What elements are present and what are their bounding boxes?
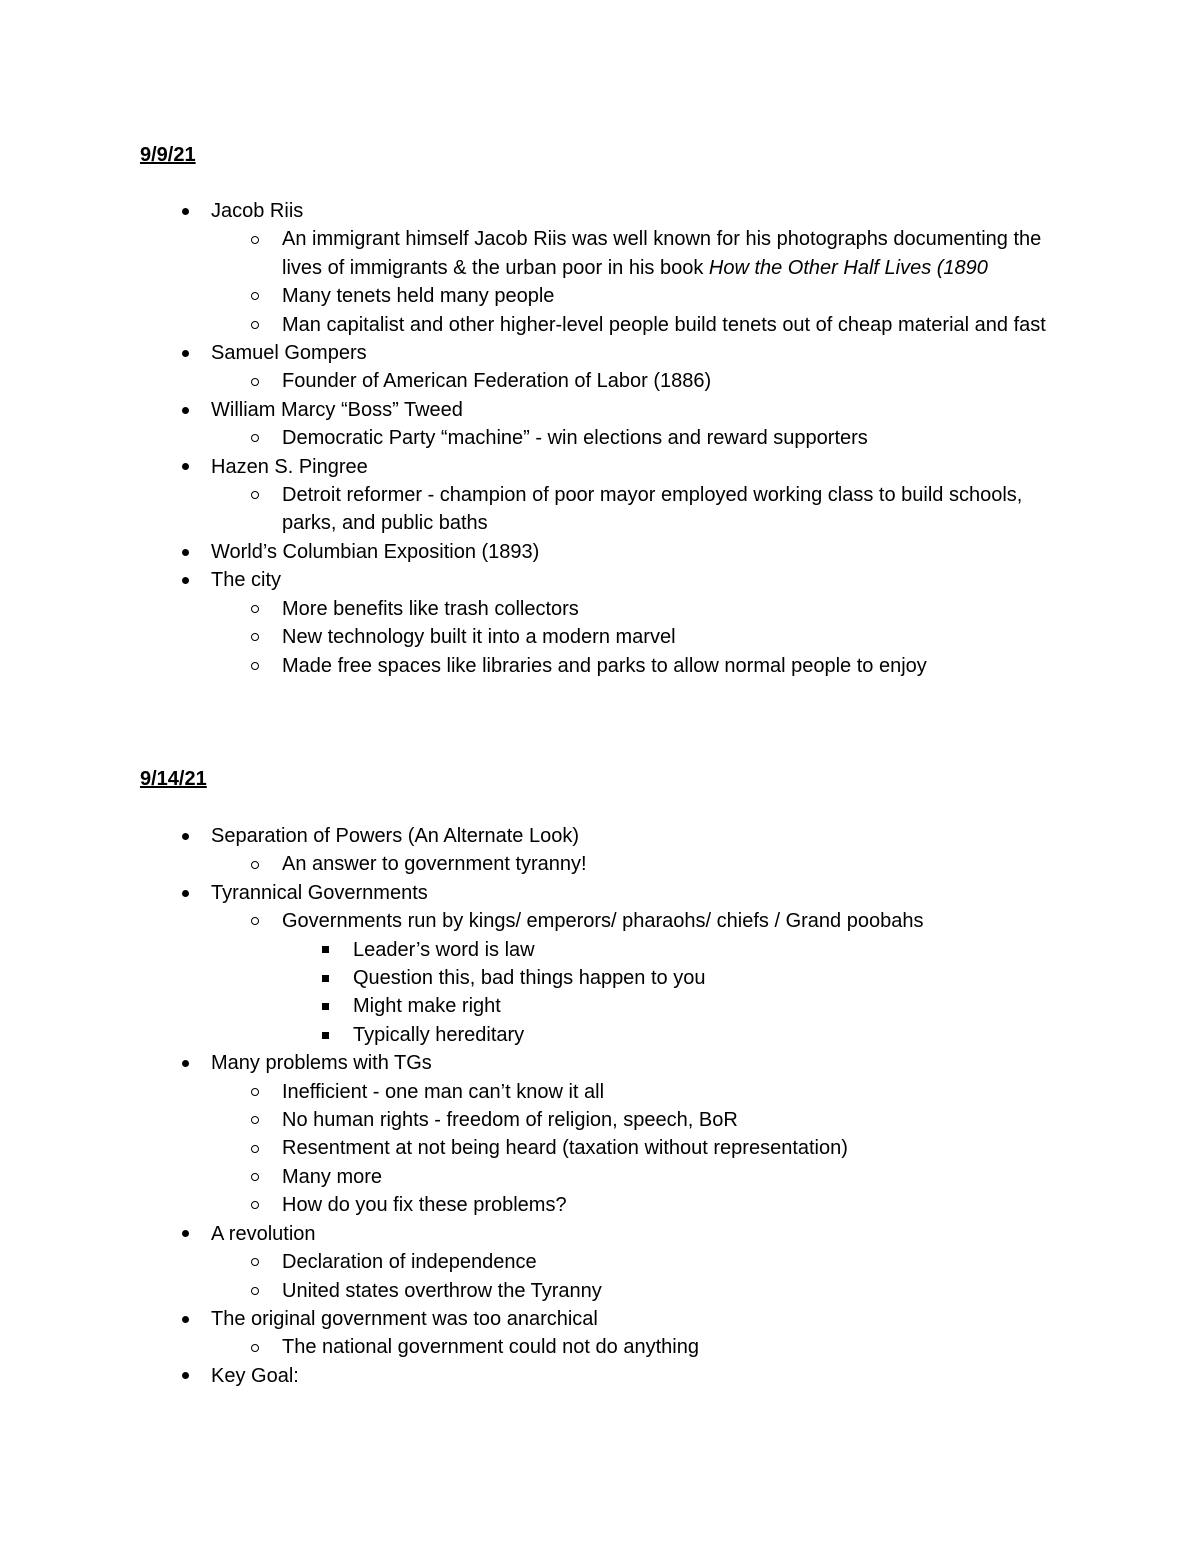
list-item-text: Key Goal: — [211, 1364, 299, 1387]
list-item-text: An immigrant himself Jacob Riis was well known for his photographs documenting the lives of immigrants & the urban poor in his book — [282, 228, 1042, 279]
bullet-disc-icon — [178, 538, 192, 566]
list-item — [0, 225, 1200, 282]
list-item-text: Governments run by kings/ emperors/ pharaohs/ chiefs / Grand poobahs — [282, 910, 924, 933]
list-item — [0, 1248, 1200, 1276]
list-item-text: Samuel Gompers — [211, 342, 367, 365]
bullet-disc-icon — [178, 453, 192, 481]
list-item-text: Made free spaces like libraries and parks to allow normal people to enjoy — [282, 654, 927, 677]
list-item — [0, 1305, 1200, 1333]
list-item — [0, 595, 1200, 623]
list-item-text: Inefficient - one man can’t know it all — [282, 1080, 605, 1103]
list-item-text: United states overthrow the Tyranny — [282, 1279, 602, 1302]
list-item — [0, 992, 1200, 1020]
list-item — [0, 652, 1200, 680]
list-item — [0, 623, 1200, 651]
list-item — [0, 879, 1200, 907]
bullet-circle-icon — [248, 481, 262, 509]
list-item — [0, 1078, 1200, 1106]
bullet-circle-icon — [248, 1106, 262, 1134]
bullet-circle-icon — [248, 367, 262, 395]
bullet-disc-icon — [178, 1220, 192, 1248]
bullet-disc-icon — [178, 197, 192, 225]
list-item — [0, 1362, 1200, 1390]
bullet-circle-icon — [248, 1191, 262, 1219]
bullet-square-icon — [318, 1021, 332, 1049]
list-item-text: Many problems with TGs — [211, 1052, 432, 1075]
list-item — [0, 1277, 1200, 1305]
bullet-circle-icon — [248, 311, 262, 339]
bullet-circle-icon — [248, 907, 262, 935]
bullet-circle-icon — [248, 850, 262, 878]
list-item-text: Separation of Powers (An Alternate Look) — [211, 825, 579, 847]
list-item-text: Many tenets held many people — [282, 285, 555, 308]
list-item — [0, 396, 1200, 424]
list-item-text: Question this, bad things happen to you — [353, 967, 706, 990]
list-item-text: Leader’s word is law — [353, 938, 535, 961]
list-item — [0, 424, 1200, 452]
list-item-text: Typically hereditary — [353, 1023, 525, 1046]
list-item — [0, 339, 1200, 367]
list-item-text: World’s Columbian Exposition (1893) — [211, 540, 540, 563]
bullet-circle-icon — [248, 595, 262, 623]
list-item-text: Declaration of independence — [282, 1251, 537, 1274]
list-item — [0, 907, 1200, 935]
list-item-text: More benefits like trash collectors — [282, 597, 579, 620]
list-item-text: The original government was too anarchical — [211, 1307, 598, 1330]
list-item-text: An answer to government tyranny! — [282, 853, 587, 876]
list-item — [0, 1049, 1200, 1077]
list-item-text: No human rights - freedom of religion, speech, BoR — [282, 1109, 738, 1132]
list-item — [0, 367, 1200, 395]
list-item — [0, 453, 1200, 481]
bullet-circle-icon — [248, 1248, 262, 1276]
list-item — [0, 964, 1200, 992]
list-item-text: A revolution — [211, 1222, 316, 1245]
list-item-text: Man capitalist and other higher-level people build tenets out of cheap material and fast — [282, 313, 1046, 336]
bullet-circle-icon — [248, 282, 262, 310]
list-item — [0, 538, 1200, 566]
list-item — [0, 1191, 1200, 1219]
list-item — [0, 1163, 1200, 1191]
list-item-text: Might make right — [353, 995, 501, 1018]
bullet-circle-icon — [248, 1333, 262, 1361]
list-item-text: Jacob Riis — [211, 200, 304, 222]
list-item — [0, 1106, 1200, 1134]
list-item-text: New technology built it into a modern marvel — [282, 626, 676, 649]
bullet-circle-icon — [248, 1078, 262, 1106]
bullet-disc-icon — [178, 566, 192, 594]
list-item — [0, 566, 1200, 594]
list-item-text: How do you fix these problems? — [282, 1194, 567, 1217]
list-item — [0, 1021, 1200, 1049]
list-item — [0, 850, 1200, 878]
bullet-disc-icon — [178, 822, 192, 850]
bullet-circle-icon — [248, 225, 262, 253]
list-item — [0, 197, 1200, 225]
list-item — [0, 282, 1200, 310]
list-item-text: William Marcy “Boss” Tweed — [211, 398, 463, 421]
bullet-circle-icon — [248, 623, 262, 651]
list-item — [0, 936, 1200, 964]
list-item — [0, 1134, 1200, 1162]
date-heading: 9/14/21 — [140, 768, 207, 790]
list-item-text: Many more — [282, 1165, 383, 1188]
bullet-circle-icon — [248, 424, 262, 452]
notes-list — [0, 197, 1200, 680]
list-item — [0, 1220, 1200, 1248]
bullet-circle-icon — [248, 1163, 262, 1191]
list-item — [0, 1333, 1200, 1361]
list-item-text: Hazen S. Pingree — [211, 455, 368, 478]
bullet-disc-icon — [178, 879, 192, 907]
book-title: How the Other Half Lives (1890 — [708, 256, 988, 279]
list-item-text: Founder of American Federation of Labor (1886) — [282, 370, 712, 393]
bullet-disc-icon — [178, 396, 192, 424]
list-item-text: The city — [211, 569, 282, 592]
list-item-text: The national government could not do anything — [282, 1336, 699, 1359]
list-item-text: Detroit reformer - champion of poor mayor employed working class to build schools, parks, and public baths — [282, 484, 1023, 535]
date-heading: 9/9/21 — [140, 144, 196, 166]
bullet-square-icon — [318, 992, 332, 1020]
bullet-disc-icon — [178, 1049, 192, 1077]
bullet-circle-icon — [248, 652, 262, 680]
list-item — [0, 481, 1200, 538]
bullet-circle-icon — [248, 1277, 262, 1305]
list-item-text: Resentment at not being heard (taxation without representation) — [282, 1137, 848, 1160]
bullet-square-icon — [318, 936, 332, 964]
list-item — [0, 822, 1200, 850]
list-item — [0, 311, 1200, 339]
bullet-circle-icon — [248, 1134, 262, 1162]
bullet-disc-icon — [178, 339, 192, 367]
notes-list — [0, 822, 1200, 1390]
list-item-text: Tyrannical Governments — [211, 881, 428, 904]
list-item-text: Democratic Party “machine” - win elections and reward supporters — [282, 427, 868, 450]
bullet-square-icon — [318, 964, 332, 992]
bullet-disc-icon — [178, 1305, 192, 1333]
bullet-disc-icon — [178, 1362, 192, 1390]
